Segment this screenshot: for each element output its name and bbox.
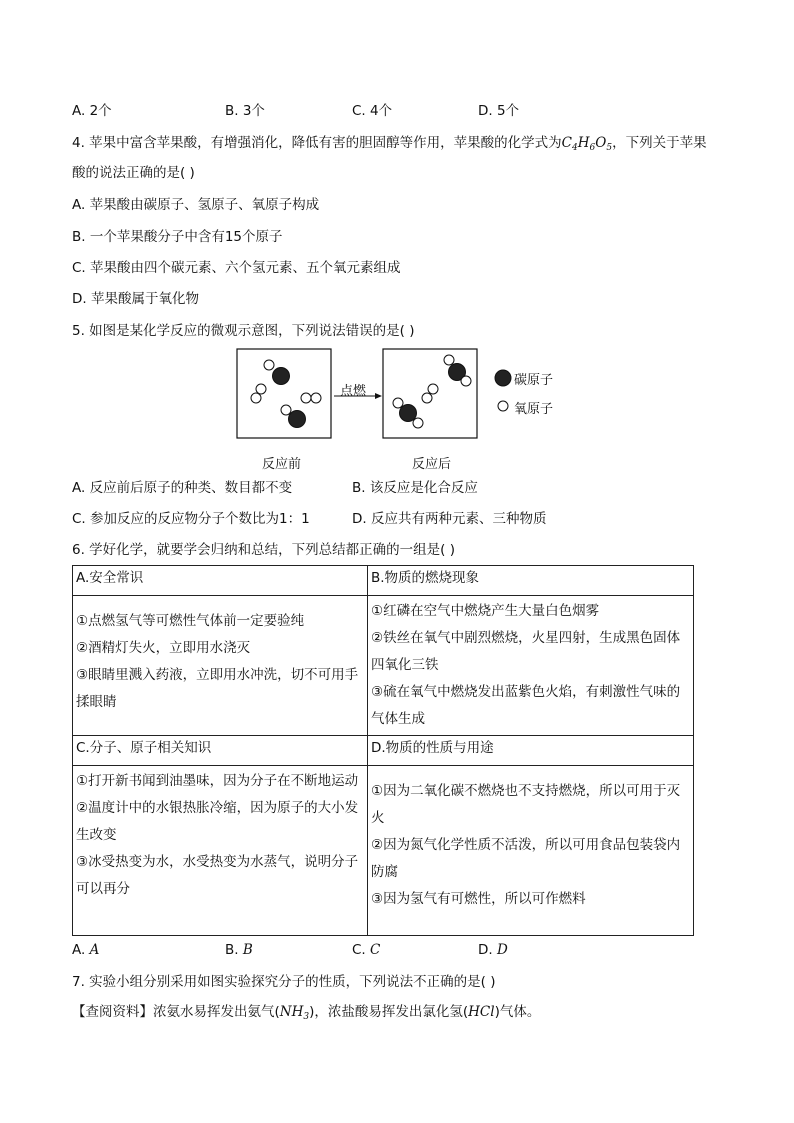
oxygen-atom	[461, 376, 471, 386]
q4-option-b: B. 一个苹果酸分子中含有15个原子	[72, 229, 283, 245]
q5-option-c: C. 参加反应的反应物分子个数比为1：1	[72, 511, 310, 527]
oxygen-atom	[422, 393, 432, 403]
oxygen-atom	[428, 384, 438, 394]
q5-stem: 5. 如图是某化学反应的微观示意图，下列说法错误的是( )	[72, 323, 415, 339]
q3-option-c: C. 4个	[352, 103, 393, 119]
cell-a-content	[73, 596, 368, 736]
q4-stem-line1	[72, 133, 707, 158]
carbon-atom	[273, 368, 290, 385]
cell-d-content	[368, 766, 694, 936]
legend-oxygen-label: 氧原子	[514, 402, 554, 417]
q7-info: 【查阅资料】浓氨水易挥发出氨气$(NH_3)$，浓盐酸易挥发出氯化氢(HCl)气体。	[72, 1004, 541, 1022]
q7-stem: 7. 实验小组分别采用如图实验探究分子的性质，下列说法不正确的是( )	[72, 974, 496, 990]
q4-stem-line2: 酸的说法正确的是( )	[72, 165, 195, 181]
q6-option-b: B. B	[225, 942, 253, 958]
cell-a-item-2: ②酒精灯失火，立即用水浇灭	[76, 640, 251, 656]
before-caption: 反应前	[262, 457, 302, 472]
cell-c-content	[73, 766, 368, 936]
oxygen-atom	[264, 360, 274, 370]
oxygen-atom	[393, 398, 403, 408]
q4-stem-pre: 4. 苹果中富含苹果酸，有增强消化，降低有害的胆固醇等作用，苹果酸的化学式为	[72, 135, 562, 151]
cell-d-item-2: ②因为氮气化学性质不活泼，所以可用食品包装袋内防腐	[371, 837, 681, 880]
cell-c-item-3: ③冰受热变为水，水受热变为水蒸气，说明分子可以再分	[76, 854, 359, 897]
oxygen-atom	[311, 393, 321, 403]
q5-option-b: B. 该反应是化合反应	[352, 480, 478, 496]
q4-option-a: A. 苹果酸由碳原子、氢原子、氧原子构成	[72, 197, 320, 213]
cell-b-content	[368, 596, 694, 736]
q3-option-a: A. 2个	[72, 103, 112, 119]
cell-b-item-1: ①红磷在空气中燃烧产生大量白色烟雾	[371, 603, 600, 619]
malic-acid-formula: $C_4H_6O_5$	[561, 135, 613, 153]
hydrogen-chloride-formula: HCl	[468, 1004, 495, 1020]
oxygen-atom	[251, 393, 261, 403]
cell-b-title: B.物质的燃烧现象	[368, 566, 694, 596]
cell-d-item-1: ①因为二氧化碳不燃烧也不支持燃烧，所以可用于灭火	[371, 783, 681, 826]
q6-option-c: C. C	[352, 942, 381, 958]
ammonia-formula: $NH_3$	[279, 1004, 310, 1022]
oxygen-atom	[281, 405, 291, 415]
cell-c-item-1: ①打开新书闻到油墨味，因为分子在不断地运动	[76, 773, 359, 789]
q5-option-d: D. 反应共有两种元素、三种物质	[352, 511, 547, 527]
reaction-diagram	[236, 348, 576, 473]
arrow-label: 点燃	[340, 384, 367, 399]
legend-carbon-atom	[495, 370, 511, 386]
q5-option-a: A. 反应前后原子的种类、数目都不变	[72, 480, 293, 496]
cell-c-title: C.分子、原子相关知识	[73, 736, 368, 766]
cell-d-title: D.物质的性质与用途	[368, 736, 694, 766]
cell-b-item-3: ③硫在氧气中燃烧发出蓝紫色火焰，有刺激性气味的气体生成	[371, 684, 681, 727]
legend-oxygen-atom	[498, 401, 508, 411]
q4-option-d: D. 苹果酸属于氧化物	[72, 291, 199, 307]
legend-carbon-label: 碳原子	[514, 373, 554, 388]
carbon-atom	[400, 405, 417, 422]
q4-option-c: C. 苹果酸由四个碳元素、六个氢元素、五个氧元素组成	[72, 260, 401, 276]
cell-b-item-2: ②铁丝在氧气中剧烈燃烧，火星四射，生成黑色固体四氧化三铁	[371, 630, 681, 673]
cell-d-item-3: ③因为氢气有可燃性，所以可作燃料	[371, 891, 586, 907]
cell-a-title: A.安全常识	[73, 566, 368, 596]
q3-option-d: D. 5个	[478, 103, 520, 119]
q6-option-d: D. D	[478, 942, 508, 958]
carbon-atom	[289, 411, 306, 428]
q6-option-a: A. A	[72, 942, 100, 958]
cell-c-item-2: ②温度计中的水银热胀冷缩，因为原子的大小发生改变	[76, 800, 359, 843]
after-caption: 反应后	[412, 457, 452, 472]
arrow-head	[375, 393, 382, 399]
q3-option-b: B. 3个	[225, 103, 265, 119]
summary-table	[72, 565, 694, 936]
oxygen-atom	[413, 418, 423, 428]
q4-stem-post: ，下列关于苹果	[612, 135, 707, 151]
oxygen-atom	[256, 384, 266, 394]
oxygen-atom	[301, 393, 311, 403]
oxygen-atom	[444, 355, 454, 365]
cell-a-item-1: ①点燃氢气等可燃性气体前一定要验纯	[76, 613, 305, 629]
cell-a-item-3: ③眼睛里溅入药液，立即用水冲洗，切不可用手揉眼睛	[76, 667, 359, 710]
q6-stem: 6. 学好化学，就要学会归纳和总结，下列总结都正确的一组是( )	[72, 542, 455, 558]
